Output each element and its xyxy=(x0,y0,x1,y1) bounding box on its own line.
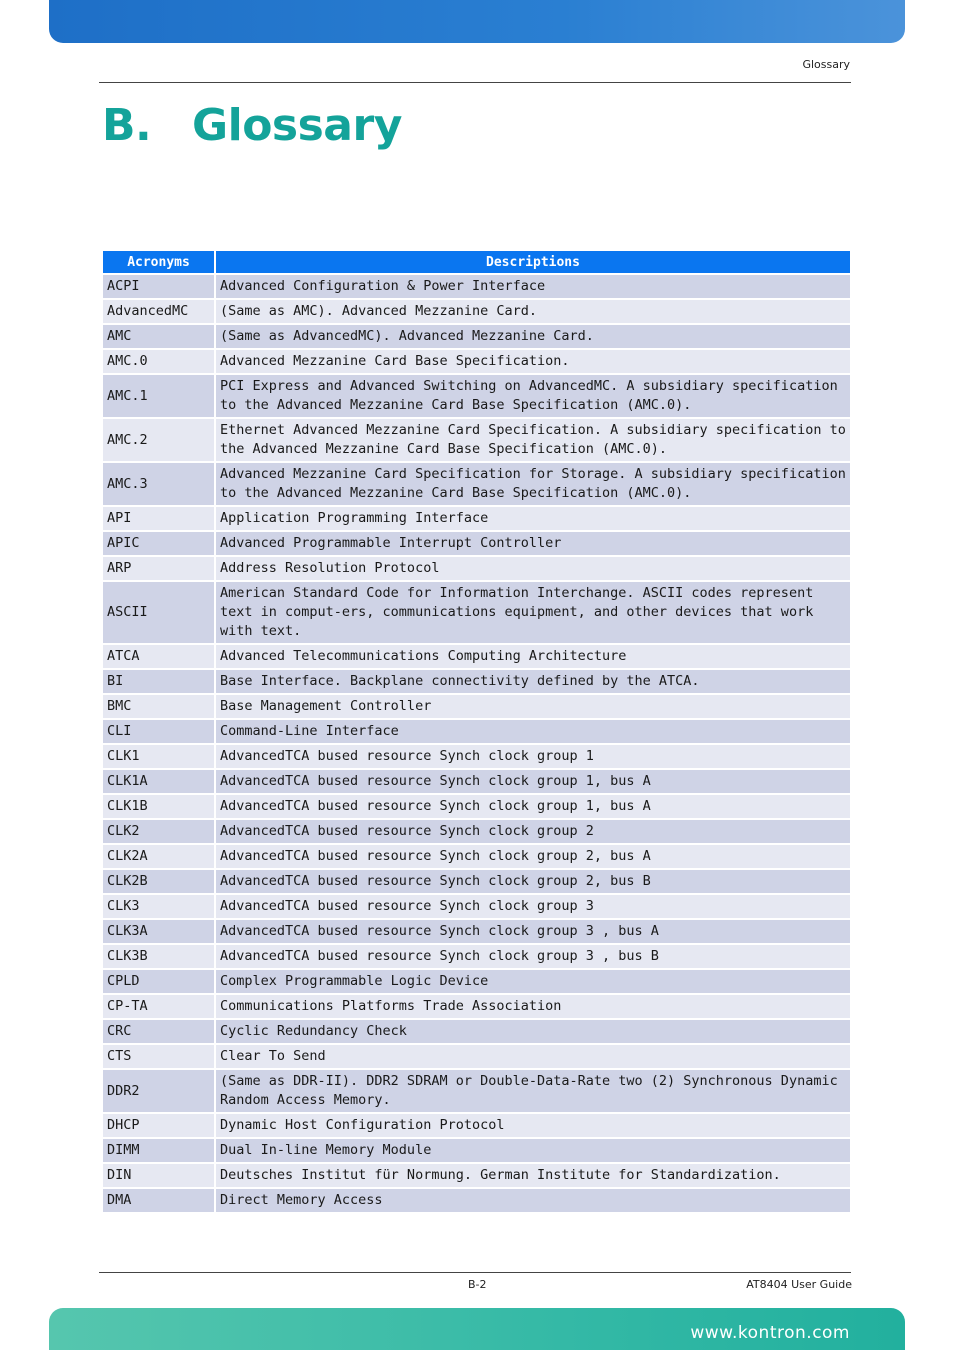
acronym-cell: AMC.1 xyxy=(103,375,214,417)
top-banner xyxy=(49,0,905,43)
acronym-cell: CLK2A xyxy=(103,845,214,868)
description-cell: AdvancedTCA bused resource Synch clock group 3 , bus A xyxy=(216,920,850,943)
table-row xyxy=(103,945,850,968)
glossary-table xyxy=(101,249,852,1214)
table-row xyxy=(103,670,850,693)
description-cell: Advanced Telecommunications Computing Architecture xyxy=(216,645,850,668)
acronym-cell: CTS xyxy=(103,1045,214,1068)
description-cell: Base Interface. Backplane connectivity defined by the ATCA. xyxy=(216,670,850,693)
acronym-cell: CPLD xyxy=(103,970,214,993)
acronym-cell: DMA xyxy=(103,1189,214,1212)
description-cell: Clear To Send xyxy=(216,1045,850,1068)
table-row xyxy=(103,275,850,298)
acronym-cell: CLK3 xyxy=(103,895,214,918)
table-row xyxy=(103,645,850,668)
acronym-cell: API xyxy=(103,507,214,530)
acronym-cell: CLK2 xyxy=(103,820,214,843)
description-cell: (Same as AdvancedMC). Advanced Mezzanine Card. xyxy=(216,325,850,348)
table-row xyxy=(103,1189,850,1212)
acronym-cell: CLK3A xyxy=(103,920,214,943)
table-row xyxy=(103,532,850,555)
description-cell: Cyclic Redundancy Check xyxy=(216,1020,850,1043)
table-row xyxy=(103,582,850,643)
acronym-cell: DDR2 xyxy=(103,1070,214,1112)
footer-divider xyxy=(99,1272,851,1273)
table-row xyxy=(103,350,850,373)
description-cell: Dual In-line Memory Module xyxy=(216,1139,850,1162)
table-row xyxy=(103,695,850,718)
description-cell: Advanced Mezzanine Card Base Specification. xyxy=(216,350,850,373)
description-cell: (Same as AMC). Advanced Mezzanine Card. xyxy=(216,300,850,323)
description-cell: AdvancedTCA bused resource Synch clock group 1, bus A xyxy=(216,795,850,818)
table-row xyxy=(103,1114,850,1137)
column-header-acronyms: Acronyms xyxy=(103,251,214,273)
acronym-cell: CLK1B xyxy=(103,795,214,818)
description-cell: Command-Line Interface xyxy=(216,720,850,743)
description-cell: Deutsches Institut für Normung. German Institute for Standardization. xyxy=(216,1164,850,1187)
table-row xyxy=(103,300,850,323)
table-row xyxy=(103,1164,850,1187)
acronym-cell: ACPI xyxy=(103,275,214,298)
description-cell: Advanced Programmable Interrupt Controller xyxy=(216,532,850,555)
header-divider xyxy=(99,82,851,83)
description-cell: American Standard Code for Information Interchange. ASCII codes represent text in comput-ers, communications equipment, and other devices that work with text. xyxy=(216,582,850,643)
description-cell: AdvancedTCA bused resource Synch clock group 1, bus A xyxy=(216,770,850,793)
website-link[interactable]: www.kontron.com xyxy=(690,1323,850,1343)
table-row xyxy=(103,995,850,1018)
description-cell: AdvancedTCA bused resource Synch clock group 2 xyxy=(216,820,850,843)
table-row xyxy=(103,1070,850,1112)
table-row xyxy=(103,375,850,417)
acronym-cell: CLK2B xyxy=(103,870,214,893)
description-cell: Dynamic Host Configuration Protocol xyxy=(216,1114,850,1137)
table-row xyxy=(103,970,850,993)
table-row xyxy=(103,820,850,843)
acronym-cell: AMC.3 xyxy=(103,463,214,505)
acronym-cell: BI xyxy=(103,670,214,693)
acronym-cell: BMC xyxy=(103,695,214,718)
description-cell: AdvancedTCA bused resource Synch clock group 2, bus B xyxy=(216,870,850,893)
description-cell: Ethernet Advanced Mezzanine Card Specification. A subsidiary specification to the Advanced Mezzanine Card Base Specification (AMC.0). xyxy=(216,419,850,461)
acronym-cell: APIC xyxy=(103,532,214,555)
acronym-cell: CP-TA xyxy=(103,995,214,1018)
table-row xyxy=(103,870,850,893)
table-row xyxy=(103,720,850,743)
description-cell: Advanced Configuration & Power Interface xyxy=(216,275,850,298)
header-section-label: Glossary xyxy=(802,58,850,71)
table-row xyxy=(103,920,850,943)
description-cell: Address Resolution Protocol xyxy=(216,557,850,580)
acronym-cell: DHCP xyxy=(103,1114,214,1137)
acronym-cell: DIMM xyxy=(103,1139,214,1162)
description-cell: AdvancedTCA bused resource Synch clock group 2, bus A xyxy=(216,845,850,868)
page-title xyxy=(102,100,402,151)
table-row xyxy=(103,770,850,793)
acronym-cell: CRC xyxy=(103,1020,214,1043)
description-cell: Direct Memory Access xyxy=(216,1189,850,1212)
table-row xyxy=(103,463,850,505)
acronym-cell: AMC xyxy=(103,325,214,348)
acronym-cell: AdvancedMC xyxy=(103,300,214,323)
acronym-cell: CLK3B xyxy=(103,945,214,968)
description-cell: (Same as DDR-II). DDR2 SDRAM or Double-Data-Rate two (2) Synchronous Dynamic Random Access Memory. xyxy=(216,1070,850,1112)
acronym-cell: ASCII xyxy=(103,582,214,643)
column-header-descriptions: Descriptions xyxy=(216,251,850,273)
table-row xyxy=(103,1020,850,1043)
table-header-row xyxy=(103,251,850,273)
table-row xyxy=(103,845,850,868)
acronym-cell: CLK1 xyxy=(103,745,214,768)
description-cell: Application Programming Interface xyxy=(216,507,850,530)
description-cell: PCI Express and Advanced Switching on AdvancedMC. A subsidiary specification to the Advanced Mezzanine Card Base Specification (AMC.0). xyxy=(216,375,850,417)
page-number: B-2 xyxy=(468,1278,487,1291)
table-row xyxy=(103,895,850,918)
description-cell: Complex Programmable Logic Device xyxy=(216,970,850,993)
acronym-cell: AMC.2 xyxy=(103,419,214,461)
table-row xyxy=(103,1045,850,1068)
table-row xyxy=(103,557,850,580)
description-cell: AdvancedTCA bused resource Synch clock group 1 xyxy=(216,745,850,768)
description-cell: AdvancedTCA bused resource Synch clock group 3 , bus B xyxy=(216,945,850,968)
table-row xyxy=(103,1139,850,1162)
acronym-cell: AMC.0 xyxy=(103,350,214,373)
description-cell: Communications Platforms Trade Association xyxy=(216,995,850,1018)
description-cell: Advanced Mezzanine Card Specification for Storage. A subsidiary specification to the Advanced Mezzanine Card Base Specification (AMC.0). xyxy=(216,463,850,505)
description-cell: AdvancedTCA bused resource Synch clock group 3 xyxy=(216,895,850,918)
description-cell: Base Management Controller xyxy=(216,695,850,718)
document-title: AT8404 User Guide xyxy=(746,1278,852,1291)
table-row xyxy=(103,507,850,530)
acronym-cell: ATCA xyxy=(103,645,214,668)
table-row xyxy=(103,419,850,461)
chapter-title-text: Glossary xyxy=(192,100,402,151)
chapter-number: B. xyxy=(102,100,152,151)
acronym-cell: CLK1A xyxy=(103,770,214,793)
table-row xyxy=(103,795,850,818)
acronym-cell: ARP xyxy=(103,557,214,580)
acronym-cell: DIN xyxy=(103,1164,214,1187)
table-row xyxy=(103,325,850,348)
glossary-body xyxy=(103,275,850,1212)
acronym-cell: CLI xyxy=(103,720,214,743)
table-row xyxy=(103,745,850,768)
